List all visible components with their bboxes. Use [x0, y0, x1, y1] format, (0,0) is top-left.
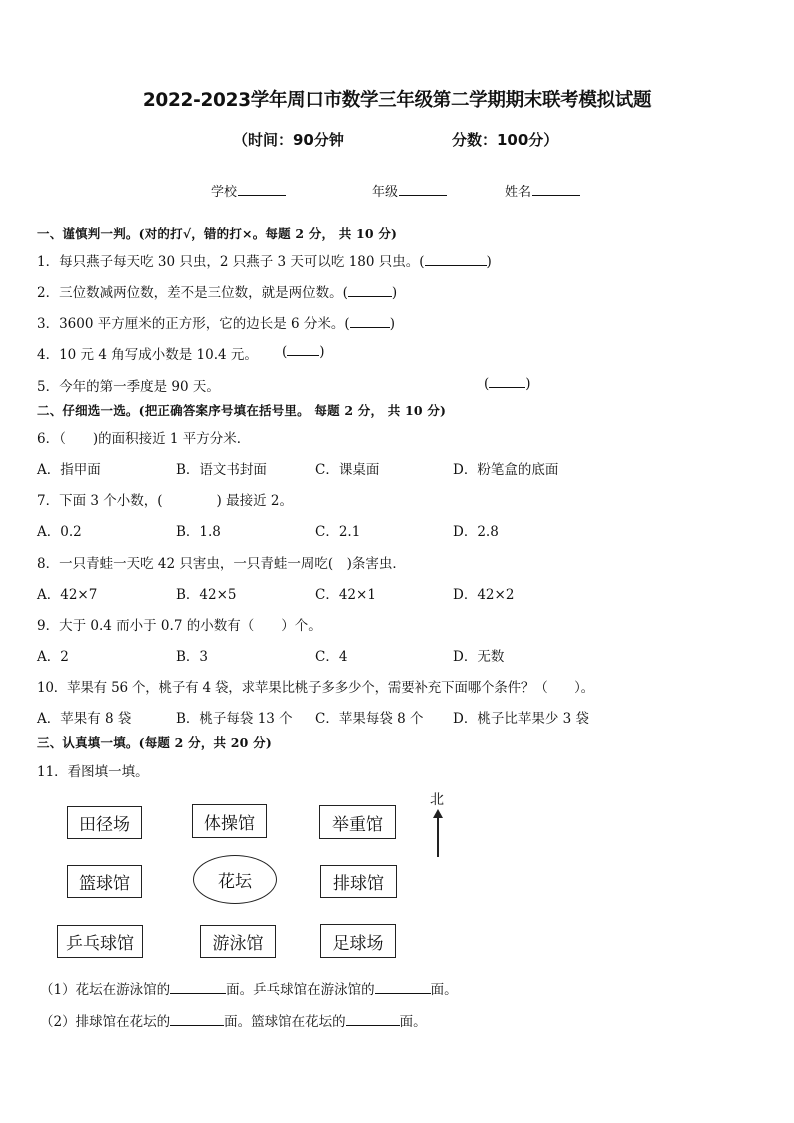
venue-football-field: 足球场 [320, 924, 396, 958]
question-10: 10．苹果有 56 个，桃子有 4 袋，求苹果比桃子多多少个，需要补充下面哪个条件？（ ）。 [37, 680, 594, 696]
option-a: A．苹果有 8 袋 [37, 711, 132, 727]
option-c: C．课桌面 [315, 462, 380, 478]
option-a: A．0.2 [37, 524, 82, 540]
question-5-answer: ( ) [484, 376, 531, 392]
section1-heading: 一、谨慎判一判。(对的打√，错的打×。每题 2 分， 共 10 分) [37, 226, 398, 241]
option-b: B．语文书封面 [176, 462, 267, 478]
exam-time: （时间：90分钟 [233, 131, 344, 149]
question-4: 4．10 元 4 角写成小数是 10.4 元。 [37, 347, 258, 363]
answer-blank [425, 253, 487, 266]
venue-basketball-hall: 篮球馆 [67, 865, 142, 898]
venue-gymnastics-hall: 体操馆 [192, 804, 267, 838]
option-b: B．1.8 [176, 524, 221, 540]
sub-question-1: （1）花坛在游泳馆的 面。乒乓球馆在游泳馆的 面。 [40, 982, 458, 998]
question-8: 8．一只青蛙一天吃 42 只害虫，一只青蛙一周吃( )条害虫． [37, 556, 406, 572]
option-d: D．2.8 [453, 524, 499, 540]
question-4-answer: ( ) [282, 344, 325, 360]
grade-label: 年级 [372, 185, 399, 200]
venue-flower-bed: 花坛 [193, 855, 277, 904]
answer-blank [489, 375, 525, 388]
question-7: 7．下面 3 个小数，( ) 最接近 2。 [37, 493, 293, 509]
venue-table-tennis-hall: 乒乓球馆 [57, 925, 143, 958]
north-label: 北 [430, 792, 444, 808]
option-b: B．3 [176, 649, 209, 665]
venue-weightlifting-hall: 举重馆 [319, 805, 396, 839]
question-5: 5．今年的第一季度是 90 天。 [37, 379, 220, 395]
answer-blank [350, 315, 390, 328]
venue-track-field: 田径场 [67, 806, 142, 839]
school-label: 学校 [211, 185, 238, 200]
question-2: 2．三位数减两位数，差不是三位数，就是两位数。( ) [37, 285, 398, 301]
option-c: C．42×1 [315, 587, 376, 603]
school-blank [238, 185, 286, 196]
answer-blank [170, 1013, 224, 1026]
question-6: 6．（ )的面积接近 1 平方分米． [37, 431, 251, 447]
option-d: D．桃子比苹果少 3 袋 [453, 711, 589, 727]
option-d: D．无数 [453, 649, 505, 665]
option-c: C．苹果每袋 8 个 [315, 711, 424, 727]
name-blank [532, 185, 580, 196]
name-field [505, 181, 580, 200]
answer-blank [346, 1013, 400, 1026]
option-b: B．桃子每袋 13 个 [176, 711, 293, 727]
school-field [211, 181, 286, 200]
name-label: 姓名 [505, 185, 532, 200]
option-a: A．2 [37, 649, 69, 665]
option-a: A．42×7 [37, 587, 98, 603]
sub-question-2: （2）排球馆在花坛的 面。篮球馆在花坛的 面。 [40, 1014, 427, 1030]
section3-heading: 三、认真填一填。(每题 2 分，共 20 分) [37, 735, 272, 750]
option-d: D．42×2 [453, 587, 515, 603]
option-a: A．指甲面 [37, 462, 101, 478]
question-11: 11．看图填一填。 [37, 764, 149, 780]
answer-blank [170, 981, 226, 994]
question-1: 1．每只燕子每天吃 30 只虫，2 只燕子 3 天可以吃 180 只虫。( ) [37, 254, 492, 270]
option-b: B．42×5 [176, 587, 237, 603]
page-title: 2022-2023学年周口市数学三年级第二学期期末联考模拟试题 [142, 90, 652, 111]
option-d: D．粉笔盒的底面 [453, 462, 559, 478]
answer-blank [375, 981, 431, 994]
option-c: C．2.1 [315, 524, 361, 540]
answer-blank [287, 343, 319, 356]
question-3: 3．3600 平方厘米的正方形，它的边长是 6 分米。( ) [37, 316, 395, 332]
answer-blank [348, 284, 392, 297]
section2-heading: 二、仔细选一选。(把正确答案序号填在括号里。 每题 2 分， 共 10 分) [37, 403, 447, 418]
venue-volleyball-hall: 排球馆 [320, 865, 397, 898]
north-arrow-shaft [437, 816, 439, 857]
question-9: 9．大于 0.4 而小于 0.7 的小数有（ ）个。 [37, 618, 322, 634]
exam-score: 分数：100分） [452, 131, 559, 149]
grade-field [372, 181, 447, 200]
venue-swimming-hall: 游泳馆 [200, 925, 276, 958]
option-c: C．4 [315, 649, 348, 665]
grade-blank [399, 185, 447, 196]
